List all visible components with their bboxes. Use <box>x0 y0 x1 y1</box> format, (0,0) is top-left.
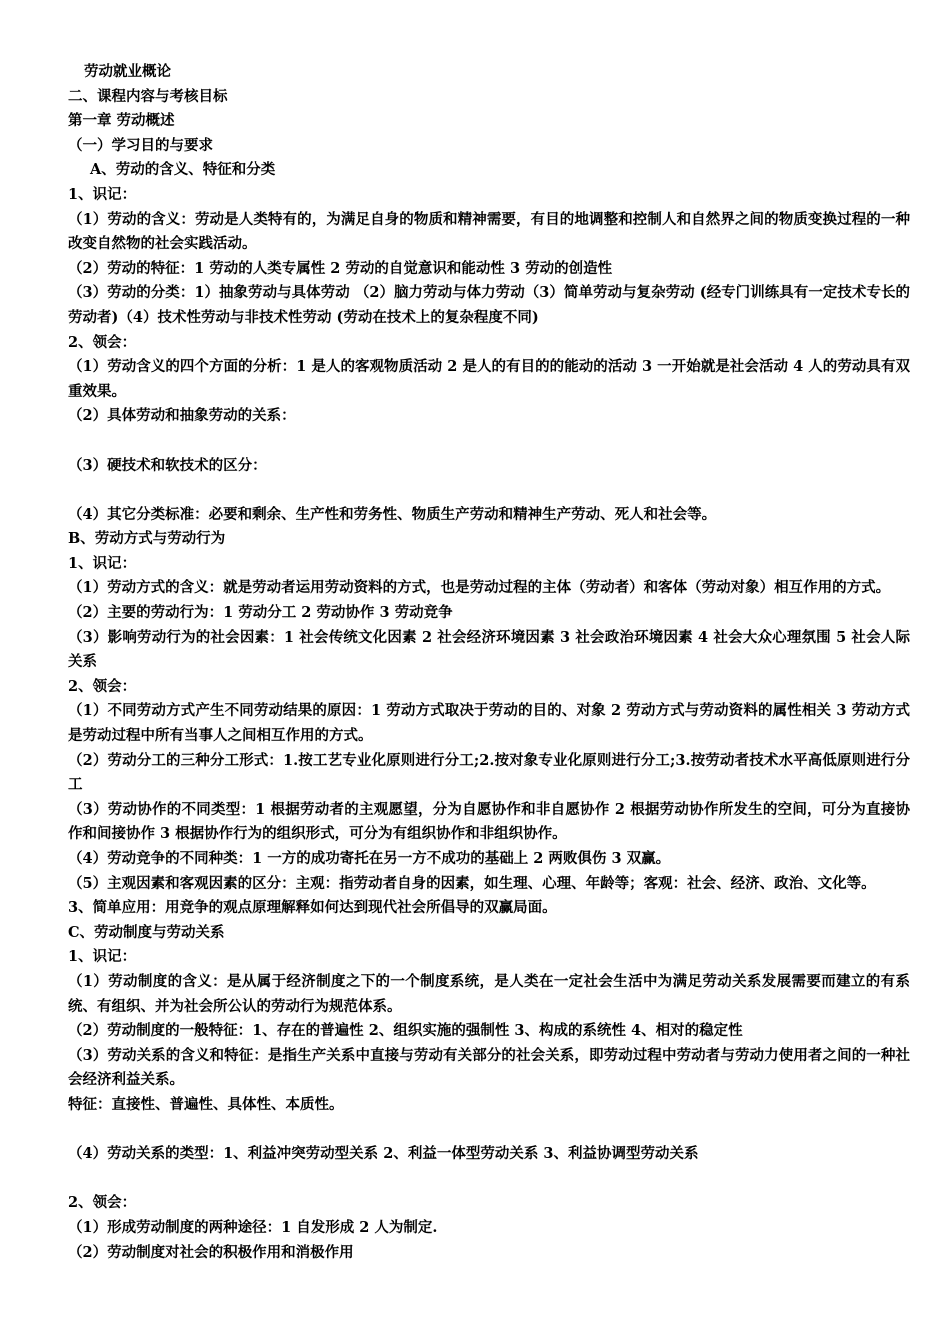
blank-line <box>68 478 910 503</box>
item-heading: 1、识记： <box>68 185 137 203</box>
paragraph: （4）其它分类标准：必要和剩余、生产性和劳务性、物质生产劳动和精神生产劳动、死人和社会等。 <box>68 505 717 523</box>
paragraph: （2）具体劳动和抽象劳动的关系： <box>68 407 296 425</box>
paragraph: （5）主观因素和客观因素的区分：主观：指劳动者自身的因素，如生理、心理、年龄等；客观：社会、经济、政治、文化等。 <box>68 874 876 892</box>
topic-heading-a: A、劳动的含义、特征和分类 <box>90 161 276 179</box>
paragraph: （1）劳动方式的含义：就是劳动者运用劳动资料的方式，也是劳动过程的主体（劳动者）和客体（劳动对象）相互作用的方式。 <box>68 579 891 597</box>
paragraph: （4）劳动关系的类型：1、利益冲突劳动型关系 2、利益一体型劳动关系 3、利益协调型劳动关系 <box>68 1145 699 1163</box>
item-heading: 2、领会： <box>68 677 137 695</box>
chapter-heading: 第一章 劳动概述 <box>68 112 175 130</box>
topic-heading-b: B、劳动方式与劳动行为 <box>68 530 226 548</box>
paragraph: （2）劳动分工的三种分工形式：1.按工艺专业化原则进行分工;2.按对象专业化原则进行分工;3.按劳动者技术水平高低原则进行分工 <box>68 751 910 794</box>
paragraph: （3）劳动关系的含义和特征：是指生产关系中直接与劳动有关部分的社会关系，即劳动过程中劳动者与劳动力使用者之间的一种社会经济利益关系。 <box>68 1046 910 1089</box>
paragraph: （1）劳动的含义：劳动是人类特有的，为满足自身的物质和精神需要，有目的地调整和控制人和自然界之间的物质变换过程的一种改变自然物的社会实践活动。 <box>68 210 910 253</box>
paragraph: （2）劳动制度对社会的积极作用和消极作用 <box>68 1243 354 1261</box>
paragraph: （3）劳动协作的不同类型：1 根据劳动者的主观愿望，分为自愿协作和非自愿协作 2 根据劳动协作所发生的空间，可分为直接协作和间接协作 3 根据协作行为的组织形式，可分为有组织协作和非组织协作。 <box>68 800 910 843</box>
blank-line <box>68 429 910 454</box>
item-heading: 1、识记： <box>68 948 137 966</box>
item-heading: 1、识记： <box>68 554 137 572</box>
document-body <box>68 60 910 1265</box>
paragraph: （1）劳动含义的四个方面的分析：1 是人的客观物质活动 2 是人的有目的的能动的活动 3 一开始就是社会活动 4 人的劳动具有双重效果。 <box>68 358 910 400</box>
document-title: 劳动就业概论 <box>84 63 171 80</box>
paragraph: 特征：直接性、普遍性、具体性、本质性。 <box>68 1095 344 1113</box>
blank-line <box>68 1167 910 1192</box>
item-heading: 3、简单应用：用竞争的观点原理解释如何达到现代社会所倡导的双赢局面。 <box>68 899 557 917</box>
paragraph: （2）主要的劳动行为：1 劳动分工 2 劳动协作 3 劳动竞争 <box>68 604 453 622</box>
paragraph: （4）劳动竞争的不同种类：1 一方的成功寄托在另一方不成功的基础上 2 两败俱伤 3 双赢。 <box>68 850 671 867</box>
topic-heading-c: C、劳动制度与劳动关系 <box>68 923 225 941</box>
paragraph: （1）不同劳动方式产生不同劳动结果的原因：1 劳动方式取决于劳动的目的、对象 2 劳动方式与劳动资料的属性相关 3 劳动方式是劳动过程中所有当事人之间相互作用的方式。 <box>68 702 910 745</box>
paragraph: （3）硬技术和软技术的区分： <box>68 456 267 474</box>
item-heading: 2、领会： <box>68 1194 137 1212</box>
paragraph: （3）影响劳动行为的社会因素：1 社会传统文化因素 2 社会经济环境因素 3 社会政治环境因素 4 社会大众心理氛围 5 社会人际关系 <box>68 628 910 671</box>
paragraph: （1）形成劳动制度的两种途径：1 自发形成 2 人为制定. <box>68 1218 438 1236</box>
subsection-heading: （一）学习目的与要求 <box>68 136 213 154</box>
blank-line <box>68 1118 910 1143</box>
paragraph: （2）劳动制度的一般特征：1、存在的普遍性 2、组织实施的强制性 3、构成的系统性 4、相对的稳定性 <box>68 1022 743 1040</box>
paragraph: （2）劳动的特征：1 劳动的人类专属性 2 劳动的自觉意识和能动性 3 劳动的创造性 <box>68 259 613 277</box>
paragraph: （3）劳动的分类：1）抽象劳动与具体劳动 （2）脑力劳动与体力劳动（3）简单劳动与复杂劳动 (经专门训练具有一定技术专长的劳动者)（4）技术性劳动与非技术性劳动 (劳动在技术上的复杂程度不同) <box>68 284 910 326</box>
paragraph: （1）劳动制度的含义：是从属于经济制度之下的一个制度系统，是人类在一定社会生活中为满足劳动关系发展需要而建立的有系统、有组织、并为社会所公认的劳动行为规范体系。 <box>68 972 910 1015</box>
section-heading: 二、课程内容与考核目标 <box>68 87 228 105</box>
item-heading: 2、领会： <box>68 333 137 351</box>
